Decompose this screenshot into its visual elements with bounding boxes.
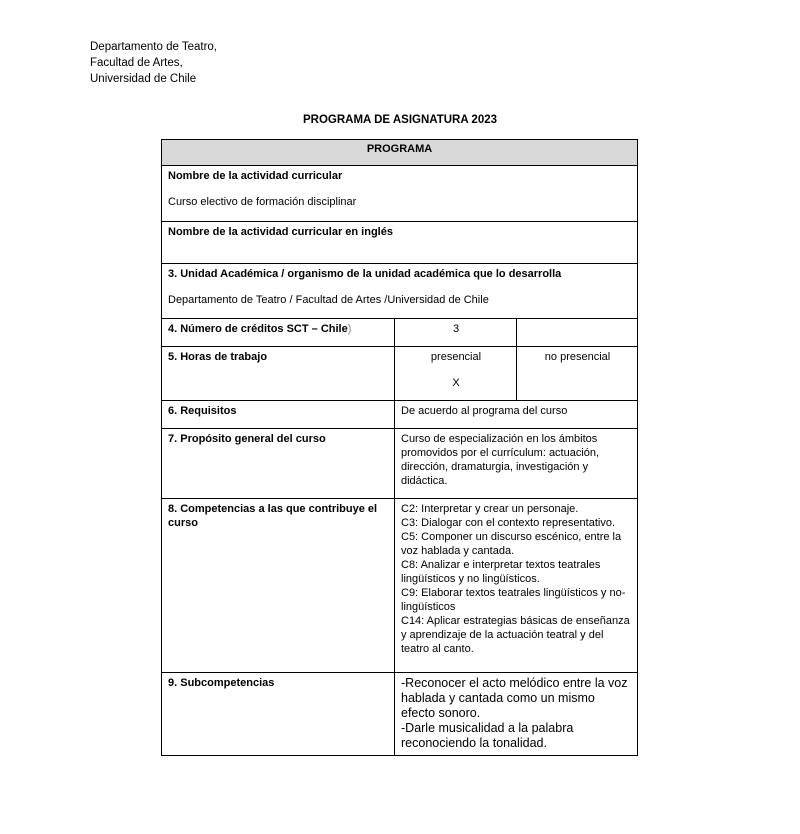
competency-item: C5: Componer un discurso escénico, entre la voz hablada y cantada. xyxy=(401,531,622,557)
table-row xyxy=(162,264,638,319)
table-row xyxy=(162,222,638,264)
header-university: Universidad de Chile xyxy=(90,73,197,85)
subcompetencies-list xyxy=(395,673,638,756)
table-row xyxy=(162,673,638,756)
program-heading: PROGRAMA xyxy=(162,140,638,166)
table-row xyxy=(162,499,638,673)
competencies-list xyxy=(395,499,638,673)
course-name-value: Curso electivo de formación disciplinar xyxy=(168,196,357,208)
in-person-mark: X xyxy=(452,377,460,389)
academic-unit-cell xyxy=(162,264,638,319)
work-hours-label: 5. Horas de trabajo xyxy=(162,347,395,401)
competency-item: C9: Elaborar textos teatrales lingüísticos y no-lingüísticos xyxy=(401,587,626,613)
subcompetencies-label: 9. Subcompetencias xyxy=(162,673,395,756)
table-row xyxy=(162,319,638,347)
table-row xyxy=(162,347,638,401)
subcompetency-item: -Reconocer el acto melódico entre la voz hablada y cantada como un mismo efecto sonoro. xyxy=(401,676,628,720)
table-row xyxy=(162,429,638,499)
requirements-label: 6. Requisitos xyxy=(162,401,395,429)
competency-item: C3: Dialogar con el contexto representativo. xyxy=(401,517,616,529)
in-person-label: presencial xyxy=(430,351,482,363)
competencies-label: 8. Competencias a las que contribuye el curso xyxy=(162,499,395,673)
credits-label: 4. Número de créditos SCT – Chile xyxy=(168,323,348,335)
competency-item: C2: Interpretar y crear un personaje. xyxy=(401,503,579,515)
competency-item: C14: Aplicar estrategias básicas de enseñanza y aprendizaje de la actuación teatral y del teatro al canto. xyxy=(401,615,630,655)
course-name-cell xyxy=(162,166,638,222)
subcompetency-item: -Darle musicalidad a la palabra reconociendo la tonalidad. xyxy=(401,721,574,750)
course-name-label: Nombre de la actividad curricular xyxy=(168,170,343,182)
credits-label-cell xyxy=(162,319,395,347)
competency-item: C8: Analizar e interpretar textos teatrales lingüísticos y no lingüísticos. xyxy=(401,559,601,585)
course-name-english-label: Nombre de la actividad curricular en inglés xyxy=(168,226,393,238)
header-faculty: Facultad de Artes, xyxy=(90,57,183,69)
credits-label-suffix: ) xyxy=(347,323,352,335)
remote-label: no presencial xyxy=(517,347,638,401)
table-row xyxy=(162,401,638,429)
in-person-cell xyxy=(395,347,517,401)
requirements-value: De acuerdo al programa del curso xyxy=(395,401,638,429)
document-title: PROGRAMA DE ASIGNATURA 2023 xyxy=(302,114,498,126)
purpose-label: 7. Propósito general del curso xyxy=(162,429,395,499)
credits-value: 3 xyxy=(395,319,517,347)
academic-unit-value: Departamento de Teatro / Facultad de Artes /Universidad de Chile xyxy=(168,294,489,306)
course-name-english-cell xyxy=(162,222,638,264)
table-row xyxy=(162,140,638,166)
header-department: Departamento de Teatro, xyxy=(90,41,218,53)
program-table xyxy=(161,139,638,756)
academic-unit-label: 3. Unidad Académica / organismo de la unidad académica que lo desarrolla xyxy=(168,268,562,280)
institution-header xyxy=(90,39,217,87)
table-row xyxy=(162,166,638,222)
purpose-value: Curso de especialización en los ámbitos promovidos por el currículum: actuación, dirección, dramaturgia, investigación y didáctica. xyxy=(395,429,638,499)
credits-extra xyxy=(517,319,638,347)
